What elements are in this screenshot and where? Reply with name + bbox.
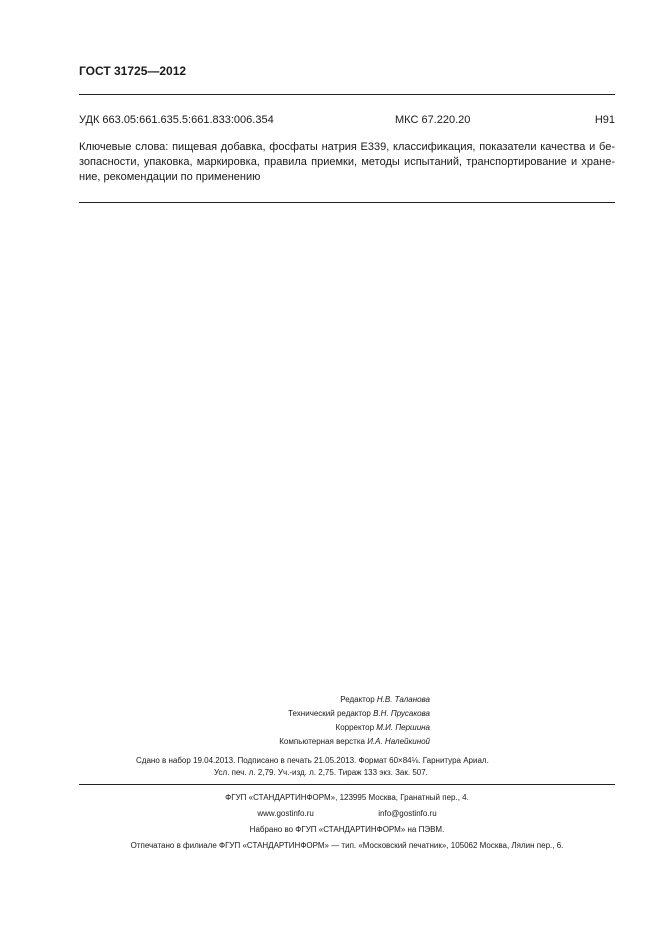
staff-credits [200, 693, 430, 749]
keywords-block [79, 140, 615, 185]
printer-website: www.gostinfo.ru [257, 809, 314, 818]
keywords-line: ние, рекомендации по применению [79, 171, 261, 183]
publication-line-1: Сдано в набор 19.04.2013. Подписано в печать 21.05.2013. Формат 60×84⅛. Гарнитура Ариал. [136, 756, 489, 765]
layout-label: Компьютерная верстка [279, 737, 365, 746]
top-divider [79, 94, 615, 95]
footer-divider [79, 784, 615, 785]
layout-name: И.А. Налейкиной [367, 737, 430, 746]
keywords-line: зопасности, упаковка, маркировка, правила приемки, методы испытаний, транспортирование и хране- [79, 156, 615, 168]
corrector-label: Корректор [335, 723, 375, 732]
corrector-name: М.И. Першина [376, 723, 430, 732]
typeset-note: Набрано во ФГУП «СТАНДАРТИНФОРМ» на ПЭВМ. [249, 825, 445, 834]
publication-line-2: Усл. печ. л. 2,79. Уч.-изд. л. 2,75. Тираж 133 экз. Зак. 507. [214, 768, 428, 777]
keywords-divider [79, 202, 615, 203]
keywords-line: Ключевые слова: пищевая добавка, фосфаты натрия Е339, классификация, показатели качества и бе- [79, 141, 615, 153]
tech-editor-name: В.Н. Прусакова [373, 709, 430, 718]
tech-editor-credit [200, 707, 430, 721]
editor-credit [200, 693, 430, 707]
group-code: Н91 [594, 114, 615, 126]
mks-code: МКС 67.220.20 [395, 114, 471, 126]
layout-credit [200, 735, 430, 749]
printer-info [79, 790, 615, 854]
printed-note: Отпечатано в филиале ФГУП «СТАНДАРТИНФОРМ» — тип. «Московский печатник», 105062 Москва, Лялин пер., 6. [130, 841, 564, 850]
udk-code: УДК 663.05:661.635.5:661.833:006.354 [79, 114, 274, 126]
printer-email: info@gostinfo.ru [378, 809, 437, 818]
classification-row [79, 114, 615, 128]
editor-name: Н.В. Таланова [376, 695, 430, 704]
tech-editor-label: Технический редактор [288, 709, 371, 718]
printer-address: ФГУП «СТАНДАРТИНФОРМ», 123995 Москва, Гранатный пер., 4. [225, 793, 469, 802]
editor-label: Редактор [340, 695, 375, 704]
printer-contacts [79, 806, 615, 822]
document-code: ГОСТ 31725—2012 [79, 64, 187, 78]
corrector-credit [200, 721, 430, 735]
